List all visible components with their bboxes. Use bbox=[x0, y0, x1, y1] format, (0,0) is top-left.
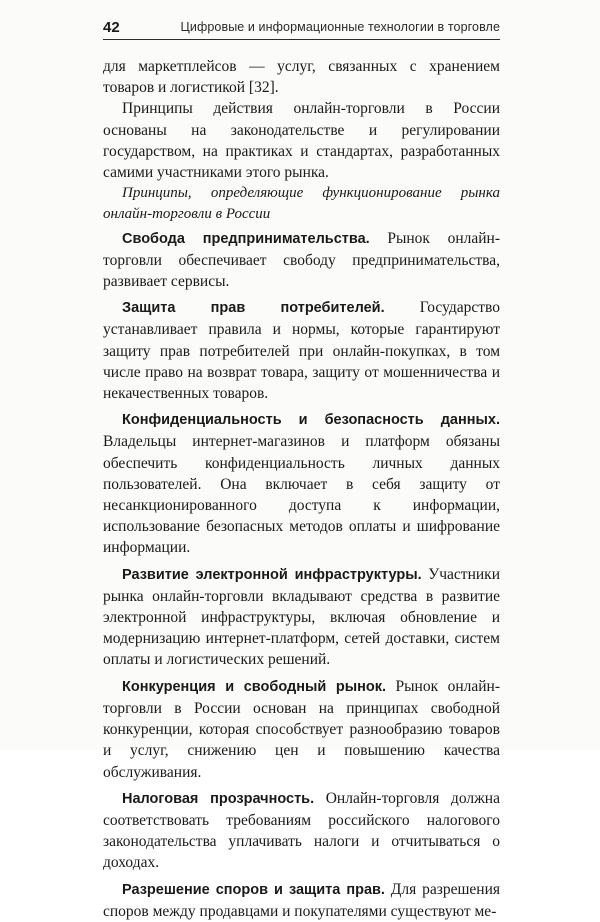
principle-title: Развитие электронной инфраструктуры. bbox=[122, 566, 422, 583]
principle-paragraph bbox=[103, 564, 500, 671]
principle-title: Конфиденциальность и безопасность данных. bbox=[122, 412, 500, 429]
principle-title: Налоговая прозрачность. bbox=[122, 790, 315, 807]
principle-paragraph bbox=[103, 409, 500, 558]
principle-text: Рынок онлайн-торговли обеспечивает свободу предпринимательства, развивает сервисы. bbox=[103, 229, 500, 291]
principles-intro-paragraph: Принципы действия онлайн-торговли в России основаны на законодательстве и регулировании государством, на практиках и стандартах, разработанных самими участниками этого рынка. bbox=[103, 100, 500, 182]
principle-text: Владельцы интернет-магазинов и платформ обязаны обеспечить конфиденциальность личных данных пользователей. Она включает в себя защиту от несанкционированного доступа к информации, использование безопасных методов оплаты и шифрование информации. bbox=[103, 433, 500, 557]
page-number: 42 bbox=[103, 19, 120, 36]
principle-title: Разрешение споров и защита прав. bbox=[122, 881, 385, 898]
principle-text: Рынок онлайн-торговли в России основан на принципах свободной конкуренции, которая способствует разнообразию товаров и услуг, снижению цен и повышению качества обслуживания. bbox=[103, 677, 501, 781]
principle-text: Участники рынка онлайн-торговли вкладывают средства в развитие электронной инфраструктуры, включая обновление и модернизацию интернет-платформ, сетей доставки, систем оплаты и логистических решений. bbox=[103, 565, 500, 669]
continuation-paragraph: для маркетплейсов — услуг, связанных с хранением товаров и логистикой [32]. bbox=[103, 58, 500, 97]
principle-paragraph bbox=[103, 788, 500, 874]
principle-text: Для разрешения споров между продавцами и покупателями существуют ме- bbox=[103, 880, 500, 920]
running-title: Цифровые и информационные технологии в торговле bbox=[180, 20, 500, 34]
principle-paragraph bbox=[103, 297, 500, 404]
principle-paragraph bbox=[103, 676, 500, 783]
running-header bbox=[103, 17, 500, 40]
principle-text: Государство устанавливает правила и нормы, которые гарантируют защиту прав потребителей при онлайн-покупках, в том числе право на возврат товара, защиту от мошенничества и некачественных товаров. bbox=[103, 299, 501, 403]
principle-text: Онлайн-торговля должна соответствовать требованиям российского налогового законодательства уплачивать налоги и отчитываться о доходах. bbox=[103, 789, 500, 872]
principle-paragraph bbox=[103, 879, 500, 922]
principle-title: Конкуренция и свободный рынок. bbox=[122, 678, 387, 695]
principle-title: Защита прав потребителей. bbox=[122, 300, 385, 317]
section-caption: Принципы, определяющие функционирование рынка онлайн-торговли в России bbox=[103, 185, 500, 223]
body-text bbox=[103, 56, 500, 922]
principle-paragraph bbox=[103, 228, 500, 293]
principle-title: Свобода предпринимательства. bbox=[122, 230, 370, 247]
